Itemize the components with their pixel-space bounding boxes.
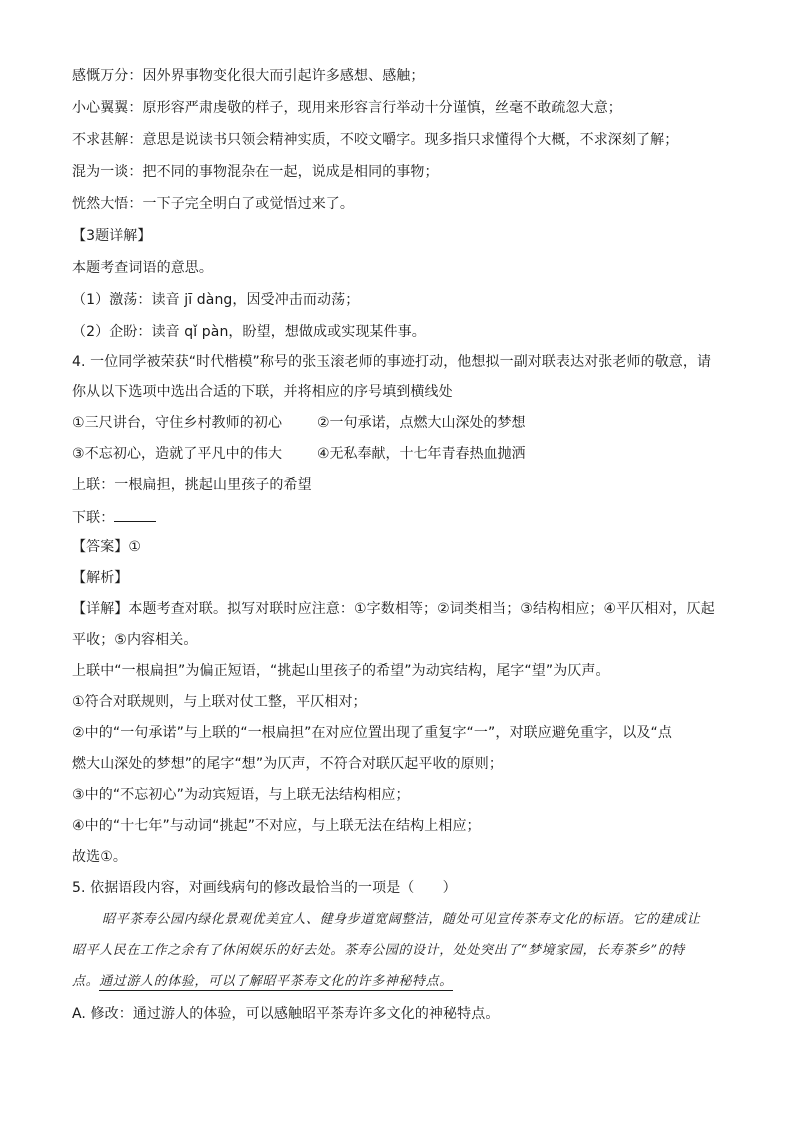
answer-blank[interactable] — [114, 506, 156, 522]
q5-passage-line — [72, 972, 453, 992]
q4-option-2: ②一句承诺，点燃大山深处的梦想 — [317, 415, 526, 431]
q3-intro: 本题考查词语的意思。 — [72, 260, 213, 276]
q4-explain-line: 燃大山深处的梦想”的尾字“想”为仄声，不符合对联仄起平收的原则； — [72, 756, 503, 772]
q4-option-1: ①三尺讲台，守住乡村教师的初心 — [72, 415, 283, 431]
q3-item: （1）激荡：读音 jī dàng，因受冲击而动荡； — [72, 292, 360, 308]
definition-line: 不求甚解：意思是说读书只领会精神实质，不咬文嚼字。现多指只求懂得个大概，不求深刻了解； — [72, 132, 679, 148]
q5-underlined-sentence: 通过游人的体验，可以了解昭平茶寿文化的许多神秘特点。 — [99, 974, 453, 989]
q4-detail-line: 【详解】本题考查对联。拟写对联时应注意：①字数相等；②词类相当；③结构相应；④平仄相对，仄起 — [72, 601, 715, 617]
q4-option-3: ③不忘初心，造就了平凡中的伟大 — [72, 446, 283, 462]
q4-upper-couplet: 上联：一根扁担，挑起山里孩子的希望 — [72, 477, 312, 493]
q3-heading: 【3题详解】 — [72, 228, 152, 244]
q4-option-4: ④无私奉献，十七年青春热血抛洒 — [317, 446, 526, 462]
q5-passage-line: 昭平茶寿公园内绿化景观优美宜人、健身步道宽阔整洁，随处可见宣传茶寿文化的标语。它的建成让 — [102, 912, 701, 927]
q4-explain-line: ③中的“不忘初心”为动宾短语，与上联无法结构相应； — [72, 787, 410, 803]
q3-item: （2）企盼：读音 qǐ pàn，盼望，想做成或实现某件事。 — [72, 324, 426, 340]
q4-lower-couplet — [72, 506, 156, 528]
q4-lower-label: 下联： — [72, 510, 115, 526]
q4-explain-line: 故选①。 — [72, 849, 127, 865]
q5-stem: 5. 依据语段内容，对画线病句的修改最恰当的一项是（ ） — [72, 880, 457, 896]
q5-option-a: A. 修改：通过游人的体验，可以感触昭平茶寿许多文化的神秘特点。 — [72, 1006, 500, 1022]
q4-explain-line: ④中的“十七年”与动词“挑起”不对应，与上联无法在结构上相应； — [72, 818, 481, 834]
q4-stem-line: 4. 一位同学被荣获“时代楷模”称号的张玉滚老师的事迹打动，他想拟一副对联表达对张老师的敬意，请 — [72, 354, 712, 370]
q5-passage-plain: 点。 — [72, 974, 100, 989]
definition-line: 小心翼翼：原形容严肃虔敬的样子，现用来形容言行举动十分谨慎，丝毫不敢疏忽大意； — [72, 100, 622, 116]
q4-analysis-label: 【解析】 — [72, 570, 129, 586]
q4-answer: 【答案】① — [72, 539, 142, 555]
q5-passage-line: 昭平人民在工作之余有了休闲娱乐的好去处。茶寿公园的设计，处处突出了“梦境家园，长寿茶乡”的特 — [72, 943, 685, 958]
definition-line: 感慨万分：因外界事物变化很大而引起许多感想、感触； — [72, 68, 425, 84]
definition-line: 恍然大悟：一下子完全明白了或觉悟过来了。 — [72, 196, 354, 212]
q4-stem-line: 你从以下选项中选出合适的下联，并将相应的序号填到横线处 — [72, 384, 453, 400]
q4-explain-line: ②中的“一句承诺”与上联的“一根扁担”在对应位置出现了重复字“一”，对联应避免重字，以及“点 — [72, 725, 672, 741]
q4-explain-line: ①符合对联规则，与上联对仗工整，平仄相对； — [72, 694, 367, 710]
definition-line: 混为一谈：把不同的事物混杂在一起，说成是相同的事物； — [72, 164, 439, 180]
q4-detail-line: 平收；⑤内容相关。 — [72, 632, 198, 648]
q4-explain-line: 上联中“一根扁担”为偏正短语，“挑起山里孩子的希望”为动宾结构，尾字“望”为仄声。 — [72, 663, 610, 679]
